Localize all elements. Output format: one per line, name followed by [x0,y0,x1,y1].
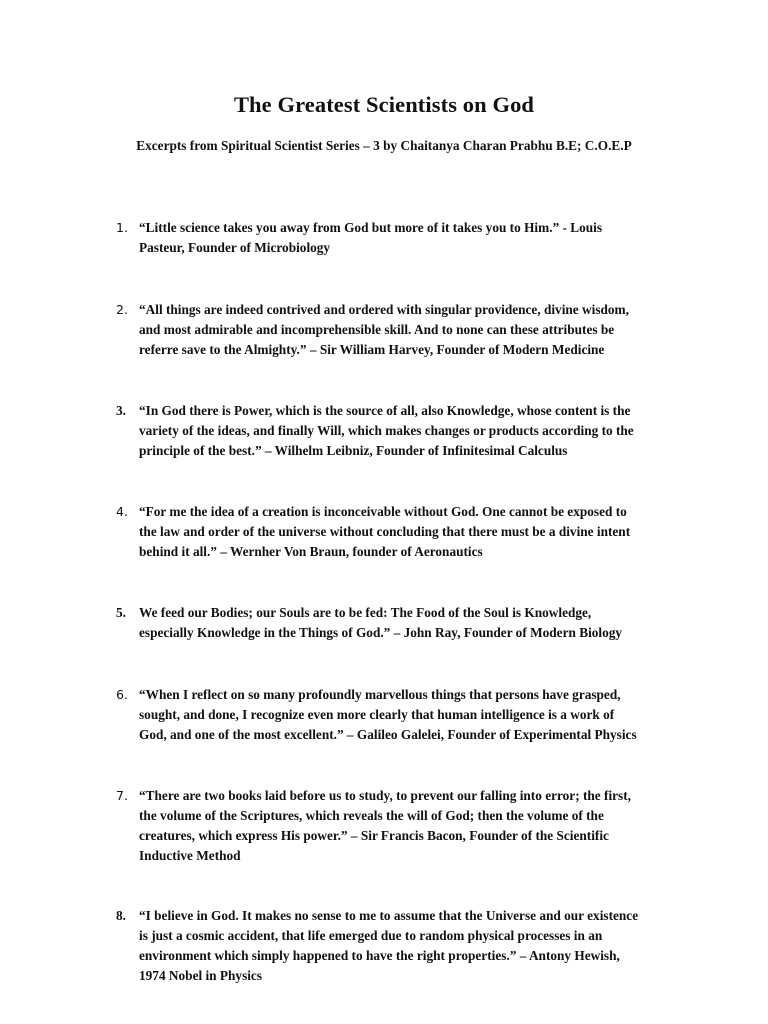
quote-line: “Little science takes you away from God but more of it takes you to Him.” - Louis [139,220,603,235]
quote-line: and most admirable and incomprehensible skill. And to none can these attributes be [139,322,615,337]
quote-number: 8. [116,908,126,923]
quote-line: Inductive Method [139,848,241,863]
quote-number: 5. [116,605,126,620]
quote-number: 2. [116,302,128,317]
quote-line: “For me the idea of a creation is inconceivable without God. One cannot be exposed to [139,504,627,519]
quote-line: creatures, which express His power.” – Sir Francis Bacon, Founder of the Scientific [139,828,609,843]
quote-number: 4. [116,504,128,519]
quote-line: Pasteur, Founder of Microbiology [139,240,331,255]
quote-text [139,300,679,360]
quote-line: “There are two books laid before us to study, to prevent our falling into error; the first, [139,788,631,803]
quote-line: 1974 Nobel in Physics [139,968,263,983]
quote-text [139,218,679,258]
quote-text [139,786,679,866]
quote-text [139,603,679,643]
quote-line: behind it all.” – Wernher Von Braun, founder of Aeronautics [139,544,483,559]
quote-text [139,502,679,562]
quote-line: referre save to the Almighty.” – Sir William Harvey, Founder of Modern Medicine [139,342,605,357]
quote-text [139,685,679,745]
quote-line: We feed our Bodies; our Souls are to be fed: The Food of the Soul is Knowledge, [139,605,592,620]
quote-line: “When I reflect on so many profoundly marvellous things that persons have grasped, [139,687,621,702]
quote-number: 7. [116,788,128,803]
quote-line: environment which simply happened to have the right properties.” – Antony Hewish, [139,948,620,963]
quote-line: is just a cosmic accident, that life emerged due to random physical processes in an [139,928,603,943]
quote-number: 6. [116,687,128,702]
quote-line: the volume of the Scriptures, which reveals the will of God; then the volume of the [139,808,604,823]
quote-line: “All things are indeed contrived and ordered with singular providence, divine wisdom, [139,302,629,317]
quote-line: especially Knowledge in the Things of God.” – John Ray, Founder of Modern Biology [139,625,623,640]
page-title: The Greatest Scientists on God [233,92,535,117]
quote-line: God, and one of the most excellent.” – Galileo Galelei, Founder of Experimental Physics [139,727,637,742]
quote-line: “In God there is Power, which is the source of all, also Knowledge, whose content is the [139,403,631,418]
quote-line: sought, and done, I recognize even more clearly that human intelligence is a work of [139,707,615,722]
quote-text [139,401,679,461]
quote-number: 3. [116,403,126,418]
page-subtitle: Excerpts from Spiritual Scientist Series – 3 by Chaitanya Charan Prabhu B.E; C.O.E.P [136,138,632,153]
quote-line: “I believe in God. It makes no sense to me to assume that the Universe and our existence [139,908,639,923]
quote-line: the law and order of the universe without concluding that there must be a divine intent [139,524,631,539]
quote-line: principle of the best.” – Wilhelm Leibniz, Founder of Infinitesimal Calculus [139,443,568,458]
quote-number: 1. [116,220,128,235]
quote-line: variety of the ideas, and finally Will, which makes changes or products according to the [139,423,634,438]
quote-text [139,906,679,986]
